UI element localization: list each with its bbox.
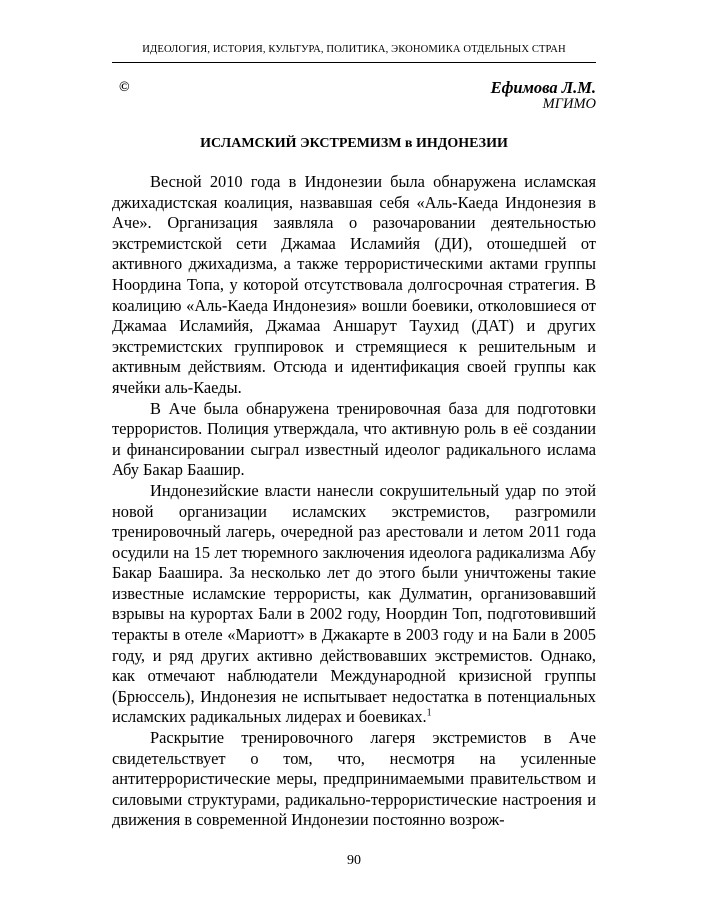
paragraph: В Аче была обнаружена тренировочная база для подготовки террористов. Полиция утверждала, что активную роль в её создании и финансировании сыграл известный идеолог радикального ислама Абу Бакар Баашир. [112, 398, 596, 480]
paragraph [112, 481, 596, 728]
paragraph-text: Индонезийские власти нанесли сокрушительный удар по этой новой организации исламских экстремистов, разгромили тренировочный лагерь, очередной раз арестовали и летом 2011 года осудили на 15 лет тюремного заключения идеолога радикализма Абу Бакар Баашира. За несколько лет до этого были уничтожены такие известные исламские террористы, как Дулматин, организовавший взрывы на курортах Бали в 2002 году, Ноордин Топ, подготовивший теракты в отеле «Мариотт» в Джакарте в 2003 году и на Бали в 2005 году, и ряд других активно действовавших экстремистов. Однако, как отмечают наблюдатели Международной кризисной группы (Брюссель), Индонезия не испытывает недостатка в потенциальных исламских радикальных лидерах и боевиках. [112, 480, 596, 727]
author-affiliation: МГИМО [542, 96, 596, 112]
paragraph: Раскрытие тренировочного лагеря экстремистов в Аче свидетельствует о том, что, несмотря на усиленные антитеррористические меры, предпринимаемыми правительством и силовыми структурами, радикально-террористические настроения и движения в современной Индонезии постоянно возрож- [112, 728, 596, 830]
article-body [112, 172, 596, 831]
footnote-reference[interactable]: 1 [426, 707, 432, 719]
running-head: ИДЕОЛОГИЯ, ИСТОРИЯ, КУЛЬТУРА, ПОЛИТИКА, ЭКОНОМИКА ОТДЕЛЬНЫХ СТРАН [142, 44, 566, 55]
copyright-mark: © [119, 80, 130, 95]
paragraph: Весной 2010 года в Индонезии была обнаружена исламская джихадистская коалиция, назвавшая себя «Аль-Каеда Индонезия в Аче». Организация заявляла о разочаровании деятельностью экстремистской сети Джамаа Исламийя (ДИ), отошедшей от активного джихадизма, а также террористическими актами группы Ноордина Топа, у которой отсутствовала долгосрочная стратегия. В коалицию «Аль-Каеда Индонезия» вошли боевики, отколовшиеся от Джамаа Исламийя, Джамаа Аншарут Таухид (ДАТ) и других экстремистских группировок и стремящиеся к решительным и активным действиям. Отсюда и идентификация своей группы как ячейки аль-Каеды. [112, 172, 596, 397]
author-name: Ефимова Л.М. [490, 78, 596, 97]
article-title: ИСЛАМСКИЙ ЭКСТРЕМИЗМ в ИНДОНЕЗИИ [200, 136, 508, 151]
header-rule [112, 62, 596, 63]
page-number: 90 [347, 853, 361, 868]
